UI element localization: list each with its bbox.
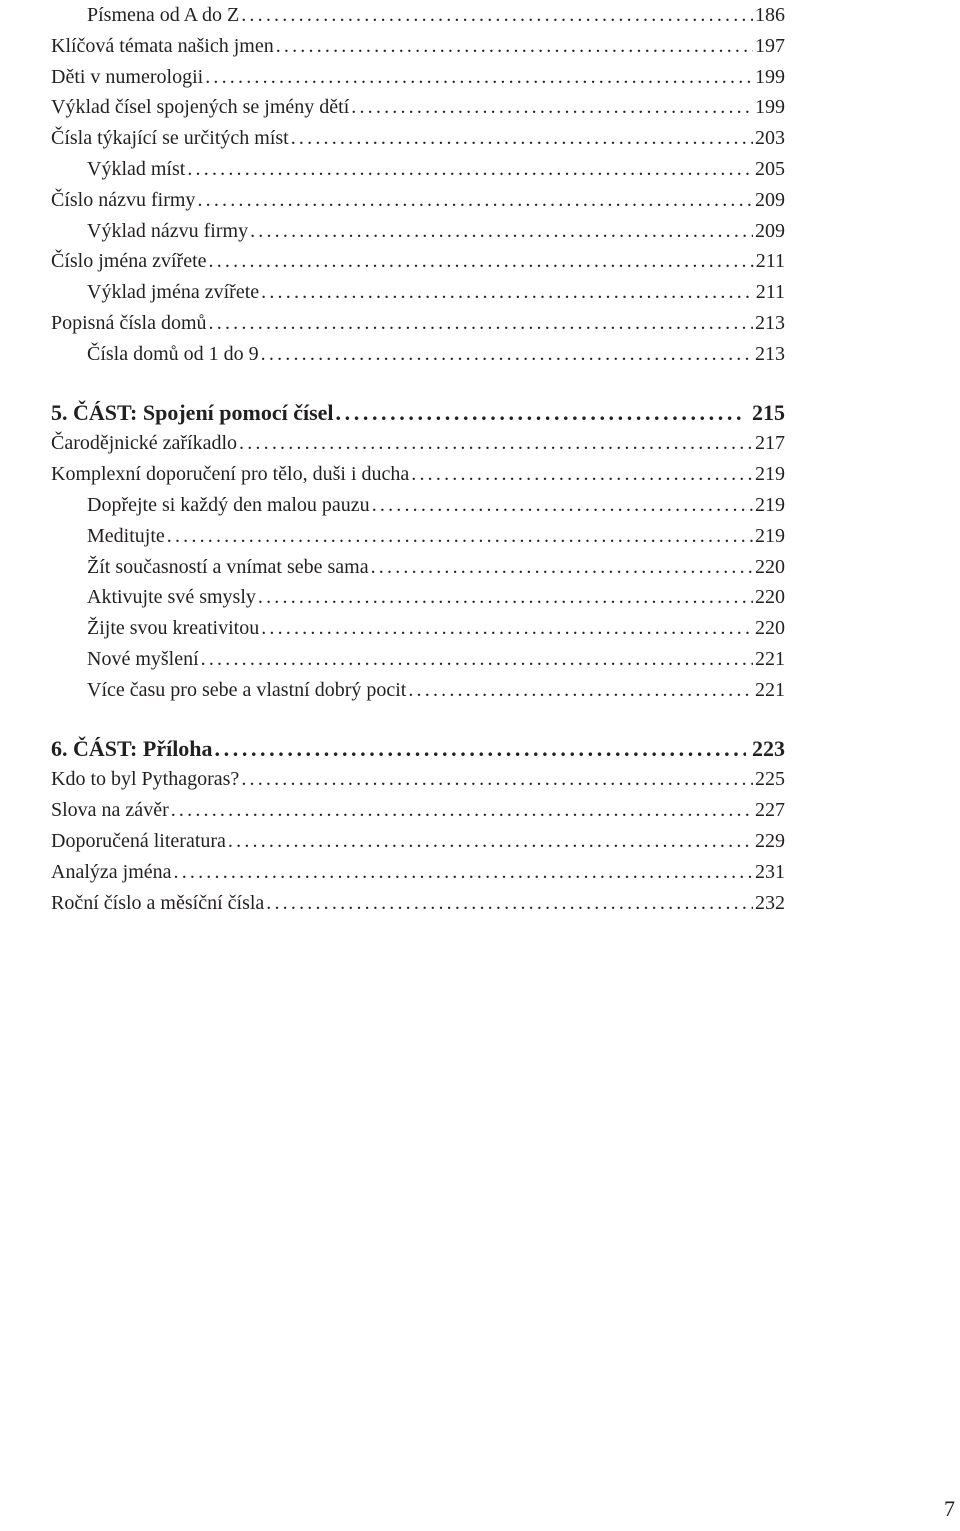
dot-leader [372,490,753,521]
toc-entry-page: 209 [755,219,785,242]
toc-entry-title: Popisná čísla domů [51,311,207,334]
toc-entry-title: Výklad názvu firmy [87,219,249,242]
toc-entry-title: Více času pro sebe a vlastní dobrý pocit [87,678,407,701]
toc-entry-page: 203 [755,127,785,150]
part-heading-page: 223 [752,735,785,761]
toc-entry-page: 220 [755,555,785,578]
toc-entry-page: 219 [755,463,785,486]
toc-entry[interactable] [51,308,785,339]
toc-entry-title: Číslo jména zvířete [51,250,207,273]
toc-entry-title: Kdo to byl Pythagoras? [51,768,240,791]
page-number: 7 [944,1496,955,1521]
toc-entry-title: Aktivujte své smysly [87,586,256,609]
dot-leader [261,613,753,644]
toc-entry-page: 199 [755,65,785,88]
dot-leader [351,92,753,123]
toc-entry[interactable] [51,826,785,857]
toc-entry-page: 213 [755,311,785,334]
toc-entry[interactable] [51,857,785,888]
toc-entry[interactable] [51,246,785,277]
toc-entry[interactable] [51,552,785,583]
toc-entry[interactable] [51,339,785,370]
toc-entry-title: Nové myšlení [87,647,199,670]
toc-entry[interactable] [51,31,785,62]
toc-entry[interactable] [51,62,785,93]
toc-entry-page: 227 [755,799,785,822]
toc-entry-page: 225 [755,768,785,791]
toc-entry[interactable] [51,428,785,459]
toc-entry-title: Slova na závěr [51,799,169,822]
toc-entry-title: Písmena od A do Z [87,4,240,26]
toc-entry[interactable] [51,613,785,644]
part-heading-title: 6. ČÁST: Příloha [51,735,213,761]
toc-entry-title: Děti v numerologii [51,65,204,88]
table-of-contents [51,0,785,918]
toc-entry-page: 197 [755,34,785,57]
dot-leader [197,185,753,216]
dot-leader [239,428,753,459]
toc-entry-page: 211 [755,281,785,304]
toc-entry-page: 221 [755,647,785,670]
toc-entry-page: 213 [755,342,785,365]
toc-entry[interactable] [51,0,785,31]
dot-leader [411,459,753,490]
toc-entry-page: 219 [755,524,785,547]
part-heading-title: 5. ČÁST: Spojení pomocí čísel [51,399,334,425]
dot-leader [261,339,753,370]
toc-entry-page: 220 [755,586,785,609]
toc-entry[interactable] [51,764,785,795]
dot-leader [228,826,753,857]
dot-leader [171,795,753,826]
toc-entry-title: Doporučená literatura [51,829,226,852]
toc-entry-page: 217 [755,432,785,455]
dot-leader [167,521,753,552]
toc-entry-title: Meditujte [87,524,165,547]
toc-entry-title: Dopřejte si každý den malou pauzu [87,493,370,516]
part-heading-page: 215 [752,399,785,425]
dot-leader [371,552,753,583]
toc-entry-title: Žijte svou kreativitou [87,617,260,640]
toc-entry-page: 229 [755,829,785,852]
toc-entry[interactable] [51,521,785,552]
toc-entry-title: Žít současností a vnímat sebe sama [87,555,369,578]
dot-leader [241,0,753,31]
toc-entry[interactable] [51,795,785,826]
toc-part-heading[interactable] [51,734,785,765]
dot-leader [187,154,753,185]
toc-entry-page: 231 [755,860,785,883]
toc-entry[interactable] [51,490,785,521]
dot-leader [266,888,753,919]
toc-entry[interactable] [51,888,785,919]
dot-leader [276,31,753,62]
toc-part-heading[interactable] [51,398,785,429]
dot-leader [209,246,754,277]
toc-entry-page: 220 [755,617,785,640]
toc-entry[interactable] [51,644,785,675]
dot-leader [261,277,754,308]
toc-entry[interactable] [51,582,785,613]
toc-entry-page: 199 [755,96,785,119]
dot-leader [201,644,753,675]
toc-entry[interactable] [51,92,785,123]
dot-leader [205,62,753,93]
toc-entry-page: 221 [755,678,785,701]
toc-entry-title: Roční číslo a měsíční čísla [51,891,265,914]
toc-entry-page: 205 [755,157,785,180]
toc-entry-title: Čarodějnické zaříkadlo [51,432,238,455]
toc-entry-page: 186 [755,4,785,26]
dot-leader [174,857,754,888]
toc-entry-title: Analýza jména [51,860,172,883]
toc-entry-title: Čísla domů od 1 do 9 [87,342,259,365]
dot-leader [241,764,753,795]
toc-entry-title: Čísla týkající se určitých míst [51,127,289,150]
toc-entry[interactable] [51,123,785,154]
toc-entry[interactable] [51,185,785,216]
dot-leader [250,216,753,247]
dot-leader [258,582,753,613]
dot-leader [215,734,746,765]
toc-entry[interactable] [51,459,785,490]
toc-entry-title: Výklad čísel spojených se jmény dětí [51,96,350,119]
toc-entry-title: Číslo názvu firmy [51,188,196,211]
toc-entry-title: Výklad jména zvířete [87,281,260,304]
toc-entry-page: 219 [755,493,785,516]
dot-leader [209,308,753,339]
toc-entry[interactable] [51,675,785,706]
dot-leader [408,675,753,706]
toc-entry-title: Komplexní doporučení pro tělo, duši i ducha [51,463,410,486]
toc-entry-title: Výklad míst [87,157,186,180]
dot-leader [336,398,746,429]
toc-entry-title: Klíčová témata našich jmen [51,34,274,57]
dot-leader [291,123,753,154]
toc-entry[interactable] [51,277,785,308]
toc-entry-page: 232 [755,891,785,914]
toc-entry[interactable] [51,154,785,185]
toc-entry[interactable] [51,216,785,247]
toc-entry-page: 209 [755,188,785,211]
toc-entry-page: 211 [755,250,785,273]
